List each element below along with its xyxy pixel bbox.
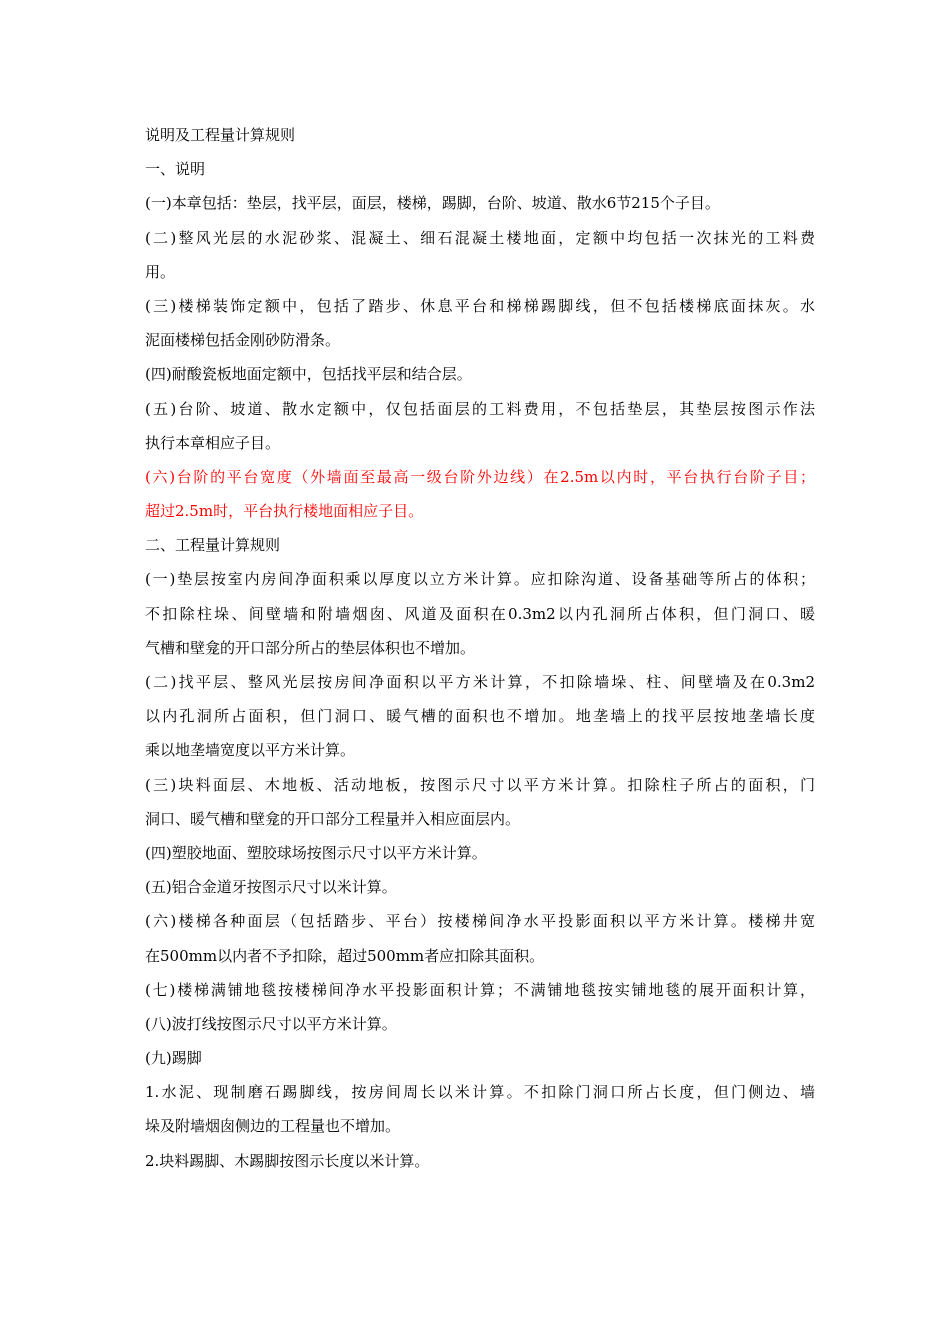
paragraph-line: (五)台阶、坡道、散水定额中，仅包括面层的工料费用，不包括垫层，其垫层按图示作法 <box>145 399 815 418</box>
paragraph-line: (三)楼梯装饰定额中，包括了踏步、休息平台和梯梯踢脚线，但不包括楼梯底面抹灰。水 <box>145 296 815 315</box>
paragraph-line: (一)本章包括：垫层，找平层，面层，楼梯，踢脚，台阶、坡道、散水6节215个子目。 <box>145 194 720 213</box>
highlighted-paragraph-line: 超过2.5m时，平台执行楼地面相应子目。 <box>145 502 424 521</box>
paragraph-line: (一)垫层按室内房间净面积乘以厚度以立方米计算。应扣除沟道、设备基础等所占的体积； <box>145 570 815 589</box>
paragraph-line: 泥面楼梯包括金刚砂防滑条。 <box>145 331 341 350</box>
paragraph-line: (三)块料面层、木地板、活动地板，按图示尺寸以平方米计算。扣除柱子所占的面积，门 <box>145 775 815 794</box>
paragraph-line: (六)楼梯各种面层（包括踏步、平台）按楼梯间净水平投影面积以平方米计算。楼梯井宽 <box>145 912 815 931</box>
paragraph-line: 气槽和壁龛的开口部分所占的垫层体积也不增加。 <box>145 638 476 657</box>
paragraph-line: 1.水泥、现制磨石踢脚线，按房间周长以米计算。不扣除门洞口所占长度，但门侧边、墙 <box>145 1083 815 1102</box>
paragraph-line: 垛及附墙烟囱侧边的工程量也不增加。 <box>145 1117 401 1136</box>
paragraph-line: 2.块料踢脚、木踢脚按图示长度以米计算。 <box>145 1151 430 1170</box>
paragraph-line: (五)铝合金道牙按图示尺寸以米计算。 <box>145 878 397 897</box>
paragraph-line: (二)找平层、整风光层按房间净面积以平方米计算，不扣除墙垛、柱、间壁墙及在0.3m2 <box>145 673 815 691</box>
paragraph-line: 以内孔洞所占面积，但门洞口、暖气槽的面积也不增加。地垄墙上的找平层按地垄墙长度 <box>145 707 815 726</box>
paragraph-line: 执行本章相应子目。 <box>145 433 281 452</box>
paragraph-line: (七)楼梯满铺地毯按楼梯间净水平投影面积计算；不满铺地毯按实铺地毯的展开面积计算， <box>145 980 815 999</box>
paragraph-line: 不扣除柱垛、间壁墙和附墙烟囱、风道及面积在0.3m2以内孔洞所占体积，但门洞口、暖 <box>145 604 815 623</box>
paragraph-line: 用。 <box>145 262 176 281</box>
paragraph-line: 乘以地垄墙宽度以平方米计算。 <box>145 741 356 760</box>
highlighted-paragraph-line: (六)台阶的平台宽度（外墙面至最高一级台阶外边线）在2.5m以内时，平台执行台阶子目； <box>145 467 815 486</box>
paragraph-line: (八)波打线按图示尺寸以平方米计算。 <box>145 1014 397 1033</box>
paragraph-line: 洞口、暖气槽和壁龛的开口部分工程量并入相应面层内。 <box>145 809 521 828</box>
paragraph-line: (四)塑胶地面、塑胶球场按图示尺寸以平方米计算。 <box>145 843 487 862</box>
subsection-heading: (九)踢脚 <box>145 1049 202 1068</box>
paragraph-line: (四)耐酸瓷板地面定额中，包括找平层和结合层。 <box>145 365 472 384</box>
document-page <box>145 118 815 1178</box>
section-heading: 二、工程量计算规则 <box>145 536 281 555</box>
section-heading: 一、说明 <box>145 160 206 179</box>
paragraph-line: 在500mm以内者不予扣除，超过500mm者应扣除其面积。 <box>145 946 545 965</box>
paragraph-line: (二)整风光层的水泥砂浆、混凝土、细石混凝土楼地面，定额中均包括一次抹光的工料费 <box>145 228 815 247</box>
document-title: 说明及工程量计算规则 <box>145 126 296 144</box>
